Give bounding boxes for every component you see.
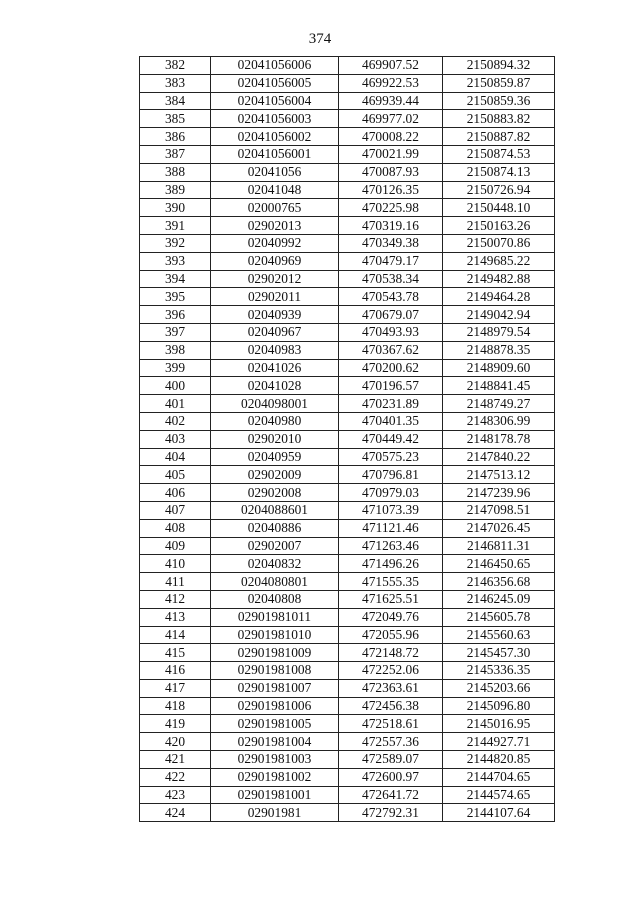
x-coordinate-cell: 470979.03 [339,484,443,502]
y-coordinate-cell: 2149464.28 [443,288,555,306]
y-coordinate-cell: 2145096.80 [443,697,555,715]
y-coordinate-cell: 2148749.27 [443,395,555,413]
point-id-cell: 02901981001 [211,786,339,804]
row-index-cell: 423 [140,786,211,804]
x-coordinate-cell: 470493.93 [339,323,443,341]
point-id-cell: 02041056002 [211,128,339,146]
row-index-cell: 396 [140,306,211,324]
row-index-cell: 391 [140,217,211,235]
x-coordinate-cell: 471121.46 [339,519,443,537]
row-index-cell: 382 [140,57,211,75]
point-id-cell: 02902012 [211,270,339,288]
point-id-cell: 02901981005 [211,715,339,733]
x-coordinate-cell: 470796.81 [339,466,443,484]
point-id-cell: 02041056 [211,163,339,181]
point-id-cell: 02901981 [211,804,339,822]
x-coordinate-cell: 470087.93 [339,163,443,181]
point-id-cell: 02901981006 [211,697,339,715]
row-index-cell: 420 [140,733,211,751]
table-row [140,804,555,822]
table-row [140,412,555,430]
table-row [140,466,555,484]
x-coordinate-cell: 472792.31 [339,804,443,822]
row-index-cell: 410 [140,555,211,573]
point-id-cell: 02901981010 [211,626,339,644]
y-coordinate-cell: 2148178.78 [443,430,555,448]
x-coordinate-cell: 472589.07 [339,751,443,769]
x-coordinate-cell: 470126.35 [339,181,443,199]
row-index-cell: 419 [140,715,211,733]
table-row [140,110,555,128]
y-coordinate-cell: 2144820.85 [443,751,555,769]
point-id-cell: 02901981008 [211,662,339,680]
point-id-cell: 02902013 [211,217,339,235]
y-coordinate-cell: 2147840.22 [443,448,555,466]
table-row [140,341,555,359]
table-row [140,751,555,769]
table-row [140,377,555,395]
y-coordinate-cell: 2150163.26 [443,217,555,235]
x-coordinate-cell: 470200.62 [339,359,443,377]
table-row [140,57,555,75]
point-id-cell: 02902010 [211,430,339,448]
table-row [140,573,555,591]
point-id-cell: 02902008 [211,484,339,502]
y-coordinate-cell: 2149042.94 [443,306,555,324]
point-id-cell: 02901981003 [211,751,339,769]
y-coordinate-cell: 2149482.88 [443,270,555,288]
x-coordinate-cell: 470196.57 [339,377,443,395]
table-row [140,252,555,270]
row-index-cell: 394 [140,270,211,288]
x-coordinate-cell: 470575.23 [339,448,443,466]
table-row [140,484,555,502]
point-id-cell: 0204098001 [211,395,339,413]
x-coordinate-cell: 470021.99 [339,145,443,163]
y-coordinate-cell: 2144927.71 [443,733,555,751]
row-index-cell: 399 [140,359,211,377]
x-coordinate-cell: 470367.62 [339,341,443,359]
point-id-cell: 0204088601 [211,501,339,519]
x-coordinate-cell: 471263.46 [339,537,443,555]
row-index-cell: 424 [140,804,211,822]
x-coordinate-cell: 472363.61 [339,679,443,697]
y-coordinate-cell: 2145457.30 [443,644,555,662]
row-index-cell: 415 [140,644,211,662]
row-index-cell: 414 [140,626,211,644]
x-coordinate-cell: 472456.38 [339,697,443,715]
y-coordinate-cell: 2150874.53 [443,145,555,163]
y-coordinate-cell: 2148909.60 [443,359,555,377]
row-index-cell: 406 [140,484,211,502]
table-row [140,786,555,804]
table-row [140,359,555,377]
table-row [140,644,555,662]
y-coordinate-cell: 2146245.09 [443,590,555,608]
y-coordinate-cell: 2144574.65 [443,786,555,804]
coordinates-table [139,56,555,822]
table-row [140,662,555,680]
point-id-cell: 02041056003 [211,110,339,128]
table-row [140,74,555,92]
x-coordinate-cell: 472252.06 [339,662,443,680]
table-row [140,181,555,199]
point-id-cell: 0204080801 [211,573,339,591]
row-index-cell: 422 [140,768,211,786]
y-coordinate-cell: 2148841.45 [443,377,555,395]
y-coordinate-cell: 2150894.32 [443,57,555,75]
point-id-cell: 02040969 [211,252,339,270]
x-coordinate-cell: 470401.35 [339,412,443,430]
row-index-cell: 408 [140,519,211,537]
row-index-cell: 421 [140,751,211,769]
row-index-cell: 411 [140,573,211,591]
x-coordinate-cell: 471496.26 [339,555,443,573]
y-coordinate-cell: 2150859.36 [443,92,555,110]
table-row [140,697,555,715]
x-coordinate-cell: 471625.51 [339,590,443,608]
point-id-cell: 02902009 [211,466,339,484]
y-coordinate-cell: 2145016.95 [443,715,555,733]
x-coordinate-cell: 472557.36 [339,733,443,751]
y-coordinate-cell: 2148878.35 [443,341,555,359]
row-index-cell: 392 [140,234,211,252]
x-coordinate-cell: 472055.96 [339,626,443,644]
table-row [140,555,555,573]
table-row [140,679,555,697]
row-index-cell: 418 [140,697,211,715]
x-coordinate-cell: 469907.52 [339,57,443,75]
point-id-cell: 02040832 [211,555,339,573]
x-coordinate-cell: 470449.42 [339,430,443,448]
table-row [140,163,555,181]
y-coordinate-cell: 2147239.96 [443,484,555,502]
table-row [140,199,555,217]
x-coordinate-cell: 472518.61 [339,715,443,733]
table-row [140,323,555,341]
x-coordinate-cell: 470008.22 [339,128,443,146]
table-row [140,537,555,555]
table-row [140,145,555,163]
x-coordinate-cell: 471555.35 [339,573,443,591]
y-coordinate-cell: 2147098.51 [443,501,555,519]
y-coordinate-cell: 2144107.64 [443,804,555,822]
table-body [140,57,555,822]
point-id-cell: 02901981009 [211,644,339,662]
y-coordinate-cell: 2147513.12 [443,466,555,484]
point-id-cell: 02902011 [211,288,339,306]
row-index-cell: 403 [140,430,211,448]
point-id-cell: 02901981007 [211,679,339,697]
point-id-cell: 02040980 [211,412,339,430]
x-coordinate-cell: 470543.78 [339,288,443,306]
row-index-cell: 386 [140,128,211,146]
table-row [140,590,555,608]
table-row [140,608,555,626]
point-id-cell: 02041056005 [211,74,339,92]
y-coordinate-cell: 2145560.63 [443,626,555,644]
y-coordinate-cell: 2148306.99 [443,412,555,430]
table-row [140,306,555,324]
x-coordinate-cell: 470679.07 [339,306,443,324]
x-coordinate-cell: 470538.34 [339,270,443,288]
point-id-cell: 02040939 [211,306,339,324]
x-coordinate-cell: 470319.16 [339,217,443,235]
y-coordinate-cell: 2147026.45 [443,519,555,537]
point-id-cell: 02041028 [211,377,339,395]
x-coordinate-cell: 469977.02 [339,110,443,128]
row-index-cell: 383 [140,74,211,92]
point-id-cell: 02041026 [211,359,339,377]
row-index-cell: 398 [140,341,211,359]
y-coordinate-cell: 2150887.82 [443,128,555,146]
x-coordinate-cell: 472049.76 [339,608,443,626]
y-coordinate-cell: 2145203.66 [443,679,555,697]
row-index-cell: 400 [140,377,211,395]
x-coordinate-cell: 470225.98 [339,199,443,217]
y-coordinate-cell: 2150448.10 [443,199,555,217]
table-row [140,395,555,413]
table-row [140,501,555,519]
table-row [140,92,555,110]
point-id-cell: 02040808 [211,590,339,608]
y-coordinate-cell: 2146811.31 [443,537,555,555]
y-coordinate-cell: 2145605.78 [443,608,555,626]
x-coordinate-cell: 469922.53 [339,74,443,92]
y-coordinate-cell: 2146356.68 [443,573,555,591]
y-coordinate-cell: 2148979.54 [443,323,555,341]
x-coordinate-cell: 469939.44 [339,92,443,110]
x-coordinate-cell: 472600.97 [339,768,443,786]
point-id-cell: 02040992 [211,234,339,252]
row-index-cell: 384 [140,92,211,110]
row-index-cell: 389 [140,181,211,199]
table-row [140,128,555,146]
row-index-cell: 402 [140,412,211,430]
row-index-cell: 390 [140,199,211,217]
table-row [140,715,555,733]
table-row [140,733,555,751]
table-row [140,217,555,235]
table-row [140,270,555,288]
row-index-cell: 385 [140,110,211,128]
point-id-cell: 02901981002 [211,768,339,786]
x-coordinate-cell: 472148.72 [339,644,443,662]
row-index-cell: 388 [140,163,211,181]
point-id-cell: 02000765 [211,199,339,217]
y-coordinate-cell: 2150726.94 [443,181,555,199]
row-index-cell: 404 [140,448,211,466]
row-index-cell: 397 [140,323,211,341]
point-id-cell: 02040983 [211,341,339,359]
point-id-cell: 02041048 [211,181,339,199]
y-coordinate-cell: 2150859.87 [443,74,555,92]
x-coordinate-cell: 472641.72 [339,786,443,804]
row-index-cell: 405 [140,466,211,484]
table-row [140,288,555,306]
point-id-cell: 02041056006 [211,57,339,75]
table-row [140,768,555,786]
table-row [140,448,555,466]
row-index-cell: 395 [140,288,211,306]
y-coordinate-cell: 2144704.65 [443,768,555,786]
row-index-cell: 416 [140,662,211,680]
x-coordinate-cell: 471073.39 [339,501,443,519]
x-coordinate-cell: 470349.38 [339,234,443,252]
y-coordinate-cell: 2150883.82 [443,110,555,128]
point-id-cell: 02041056001 [211,145,339,163]
y-coordinate-cell: 2149685.22 [443,252,555,270]
point-id-cell: 02040886 [211,519,339,537]
row-index-cell: 401 [140,395,211,413]
row-index-cell: 417 [140,679,211,697]
y-coordinate-cell: 2146450.65 [443,555,555,573]
point-id-cell: 02040959 [211,448,339,466]
row-index-cell: 412 [140,590,211,608]
table-row [140,430,555,448]
x-coordinate-cell: 470231.89 [339,395,443,413]
row-index-cell: 409 [140,537,211,555]
point-id-cell: 02902007 [211,537,339,555]
x-coordinate-cell: 470479.17 [339,252,443,270]
y-coordinate-cell: 2150070.86 [443,234,555,252]
point-id-cell: 02901981004 [211,733,339,751]
row-index-cell: 387 [140,145,211,163]
page-number: 374 [308,31,332,47]
table-row [140,519,555,537]
y-coordinate-cell: 2150874.13 [443,163,555,181]
row-index-cell: 407 [140,501,211,519]
row-index-cell: 413 [140,608,211,626]
point-id-cell: 02040967 [211,323,339,341]
y-coordinate-cell: 2145336.35 [443,662,555,680]
table-row [140,234,555,252]
table-row [140,626,555,644]
point-id-cell: 02901981011 [211,608,339,626]
point-id-cell: 02041056004 [211,92,339,110]
row-index-cell: 393 [140,252,211,270]
